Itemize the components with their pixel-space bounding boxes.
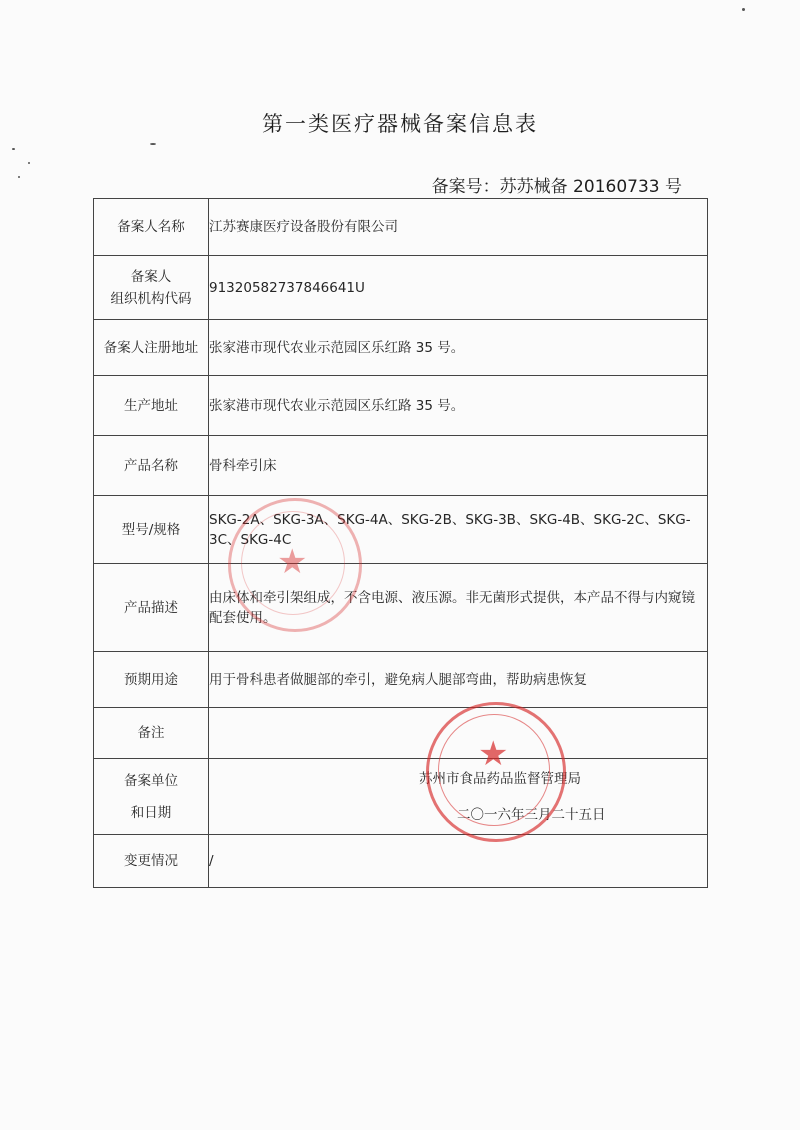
remarks-label: 备注 [94, 708, 209, 759]
table-row [94, 436, 708, 496]
registered-address-label: 备案人注册地址 [94, 320, 209, 376]
table-row [94, 652, 708, 708]
scan-speck [150, 143, 156, 145]
org-code-label-line1: 备案人 [130, 268, 172, 285]
filing-unit-name: 苏州市食品药品监督管理局 [419, 770, 581, 787]
product-description-value: 由床体和牵引架组成，不含电源、液压源。非无菌形式提供，本产品不得与内窥镜配套使用。 [209, 564, 708, 652]
table-row [94, 256, 708, 320]
table-row [94, 199, 708, 256]
org-code-value: 91320582737846641U [209, 256, 708, 320]
registered-address-value: 张家港市现代农业示范园区乐红路 35 号。 [209, 320, 708, 376]
model-spec-label: 型号/规格 [94, 496, 209, 564]
change-status-label: 变更情况 [94, 835, 209, 888]
model-spec-value: SKG-2A、SKG-3A、SKG-4A、SKG-2B、SKG-3B、SKG-4B、SKG-2C、SKG-3C、SKG-4C [209, 496, 708, 564]
scan-speck [28, 162, 30, 164]
table-row [94, 320, 708, 376]
filing-unit-value [209, 759, 708, 835]
product-name-value: 骨科牵引床 [209, 436, 708, 496]
table-row [94, 564, 708, 652]
filing-unit-label-line2: 和日期 [130, 804, 172, 821]
filing-info-table [93, 198, 708, 888]
product-description-label: 产品描述 [94, 564, 209, 652]
table-row [94, 759, 708, 835]
intended-use-label: 预期用途 [94, 652, 209, 708]
product-name-label: 产品名称 [94, 436, 209, 496]
org-code-label-line2: 组织机构代码 [110, 290, 192, 307]
scan-speck [742, 8, 745, 11]
seal-star-icon: ★ [277, 542, 308, 582]
filer-name-label: 备案人名称 [94, 199, 209, 256]
remarks-value [209, 708, 708, 759]
filing-unit-label [94, 759, 209, 835]
intended-use-value: 用于骨科患者做腿部的牵引，避免病人腿部弯曲，帮助病患恢复 [209, 652, 708, 708]
document-title: 第一类医疗器械备案信息表 [262, 112, 538, 136]
change-status-value: / [209, 835, 708, 888]
table-row [94, 835, 708, 888]
production-address-value: 张家港市现代农业示范园区乐红路 35 号。 [209, 376, 708, 436]
record-number: 备案号：苏苏械备 20160733 号 [431, 177, 682, 197]
seal-star-icon: ★ [478, 734, 509, 774]
scan-speck [12, 148, 15, 150]
filer-name-value: 江苏赛康医疗设备股份有限公司 [209, 199, 708, 256]
table-row [94, 708, 708, 759]
filing-unit-label-line1: 备案单位 [124, 772, 178, 789]
scan-speck [18, 176, 20, 178]
org-code-label [94, 256, 209, 320]
production-address-label: 生产地址 [94, 376, 209, 436]
filing-date: 二〇一六年三月二十五日 [457, 806, 606, 823]
table-row [94, 496, 708, 564]
table-row [94, 376, 708, 436]
